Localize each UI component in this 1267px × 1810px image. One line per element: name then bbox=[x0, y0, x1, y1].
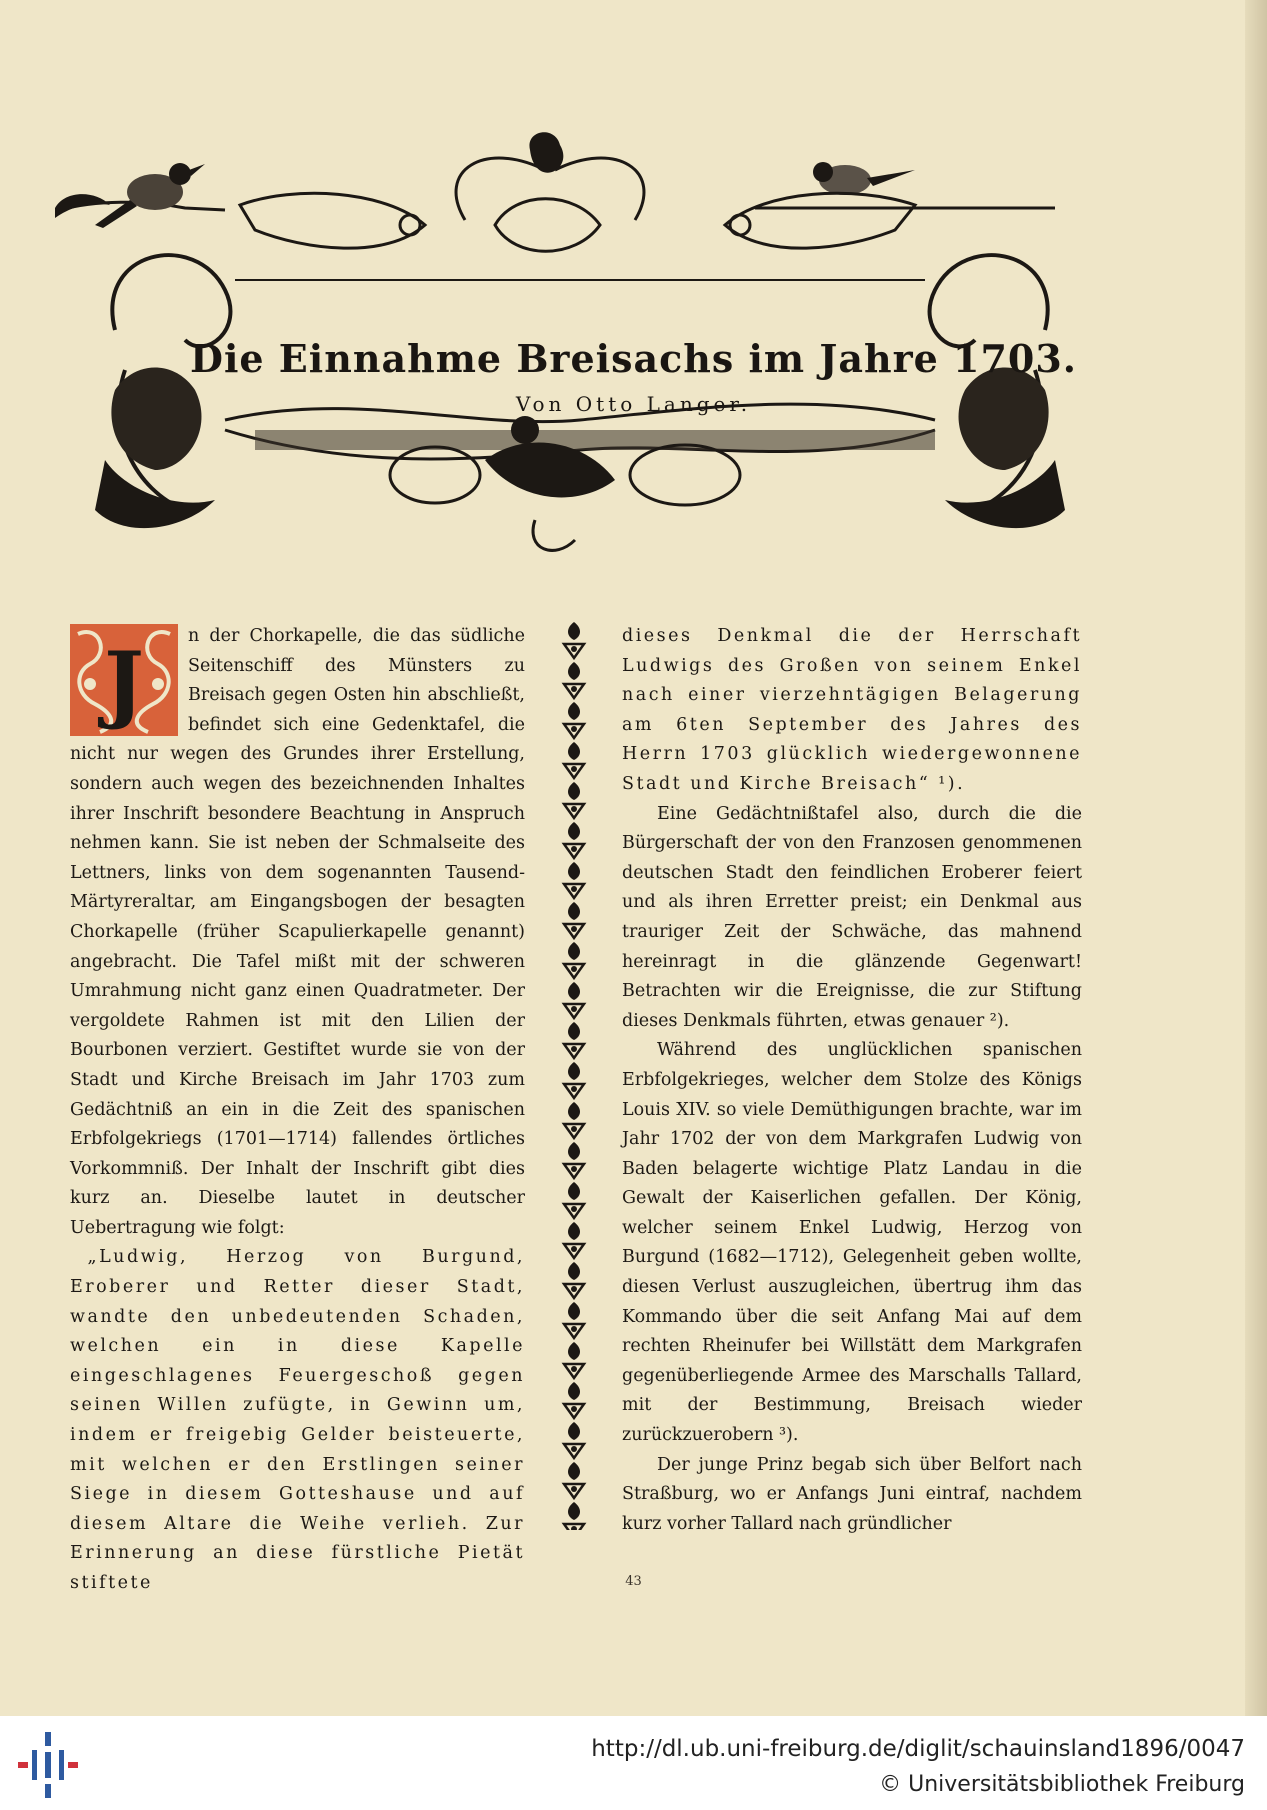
ornamental-column-divider bbox=[560, 620, 588, 1530]
paragraph: Eine Gedächtnißtafel also, durch die die Bürgerschaft der von den Franzosen genommenen deutschen Stadt den feindlichen Eroberer feiert und als ihren Erretter preist; ein Denkmal aus trauriger Zeit der Schwäche, das mahnend hereinragt in die glänzende Gegenwart! Betrachten wir die Ereignisse, die zur Stiftung dieses Denkmals führten, etwas genauer ²). bbox=[622, 803, 1082, 1031]
copyright-notice: © Universitätsbibliothek Freiburg bbox=[879, 1772, 1245, 1797]
page-number: 43 bbox=[625, 1574, 642, 1589]
left-column bbox=[70, 622, 525, 1599]
library-logo-icon bbox=[18, 1732, 78, 1798]
document-url[interactable]: http://dl.ub.uni-freiburg.de/diglit/schauinsland1896/0047 bbox=[591, 1736, 1245, 1762]
page-edge bbox=[1245, 0, 1267, 1716]
quote-continuation: dieses Denkmal die der Herrschaft Ludwigs des Großen von seinem Enkel nach einer vierzehntägigen Belagerung am 6ten September des Jahres des Herrn 1703 glücklich wiedergewonnene Stadt und Kirche Breisach“ ¹). bbox=[622, 626, 1082, 794]
quote-paragraph: „Ludwig, Herzog von Burgund, Eroberer und Retter dieser Stadt, wandte den unbedeutenden Schaden, welchen ein in diese Kapelle eingeschlagenes Feuergeschoß gegen seinen Willen zufügte, in Gewinn um, indem er freigebig Gelder beisteuerte, mit welchen er den Erstlingen seiner Siege in diesem Gotteshause und auf diesem Altare die Weihe verlieh. Zur Erinnerung an diese fürstliche Pietät stiftete bbox=[70, 1247, 525, 1593]
library-footer bbox=[0, 1716, 1267, 1810]
paragraph: Der junge Prinz begab sich über Belfort nach Straßburg, wo er Anfangs Juni eintraf, nachdem kurz vorher Tallard nach gründlicher bbox=[622, 1454, 1082, 1534]
right-column bbox=[622, 622, 1082, 1539]
paragraph: n der Chorkapelle, die das südliche Seitenschiff des Münsters zu Breisach gegen Osten hin abschließt, befindet sich eine Gedenktafel, die nicht nur wegen des Grundes ihrer Erstellung, sondern auch wegen des bezeichnenden Inhaltes ihrer Inschrift besondere Beachtung in Anspruch nehmen kann. Sie ist neben der Schmalseite des Lettners, links von dem sogenannten Tausend-Märtyreraltar, am Eingangsbogen der besagten Chorkapelle (früher Scapulierkapelle genannt) angebracht. Die Tafel mißt mit der schweren Umrahmung nicht ganz einen Quadratmeter. Der vergoldete Rahmen ist mit den Lilien der Bourbonen verziert. Gestiftet wurde sie von der Stadt und Kirche Breisach im Jahr 1703 zum Gedächtniß an ein in die Zeit des spanischen Erbfolgekriegs (1701—1714) fallendes örtliches Vorkommniß. Der Inhalt der Inschrift gibt dies kurz an. Dieselbe lautet in deutscher Uebertragung wie folgt: bbox=[70, 626, 525, 1238]
paragraph: Während des unglücklichen spanischen Erbfolgekrieges, welcher dem Stolze des Königs Louis XIV. so viele Demüthigungen brachte, war im Jahr 1702 der von dem Markgrafen Ludwig von Baden belagerte wichtige Platz Landau in die Gewalt der Kaiserlichen gefallen. Der König, welcher seinem Enkel Ludwig, Herzog von Burgund (1682—1712), Gelegenheit geben wollte, diesen Verlust auszugleichen, übertrug ihm das Kommando über die seit Anfang Mai auf dem rechten Rheinufer bei Willstätt dem Markgrafen gegenüberliegende Armee des Marschalls Tallard, mit der Bestimmung, Breisach wieder zurückzuerobern ³). bbox=[622, 1040, 1082, 1446]
article-author: Von Otto Langer. bbox=[515, 392, 752, 416]
decorated-initial-letter bbox=[70, 624, 178, 736]
article-title: Die Einnahme Breisachs im Jahre 1703. bbox=[190, 336, 1077, 381]
initial-glyph: J bbox=[104, 633, 144, 732]
